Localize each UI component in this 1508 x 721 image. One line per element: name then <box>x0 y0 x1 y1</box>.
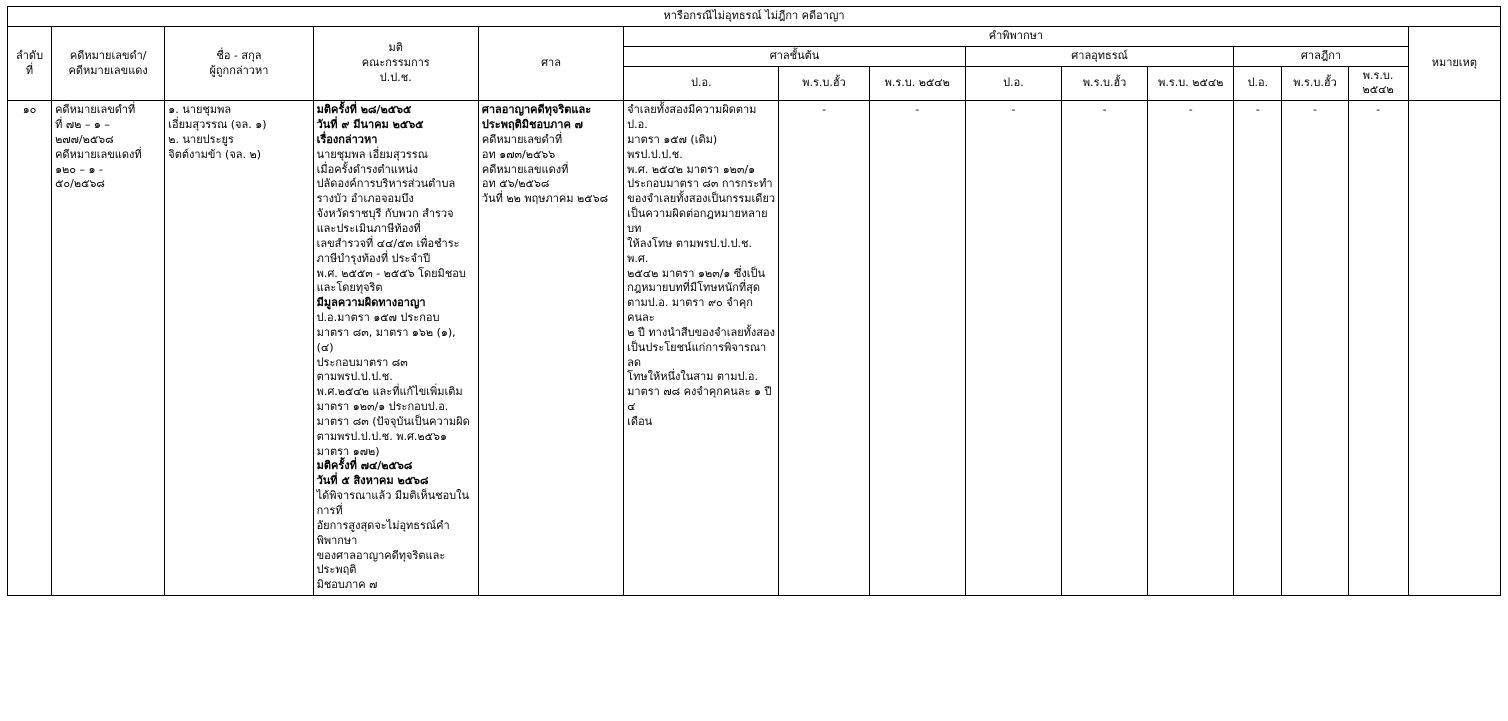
text-line: มาตรา ๑๕๗ (เดิม) พรป.ป.ป.ช. <box>627 132 718 161</box>
text-line: ให้ลงโทษ ตามพรป.ป.ป.ช. พ.ศ. <box>627 236 752 265</box>
text-line: วันที่ ๙ มีนาคม ๒๕๖๕ <box>316 118 424 132</box>
text-line: เมื่อครั้งดำรงตำแหน่ง <box>316 162 418 176</box>
header-court-supreme: ศาลฎีกา <box>1234 46 1408 66</box>
cell-supreme-prb-2542: - <box>1348 101 1408 596</box>
text-line: กฎหมายบทที่มีโทษหนักที่สุด <box>627 281 761 295</box>
text-line: เดือน <box>627 414 653 428</box>
cell-appeal-prb-2542: - <box>1148 101 1234 596</box>
header-first-prb-2542: พ.ร.บ. ๒๕๔๒ <box>869 66 965 101</box>
cell-appeal-pa-o: - <box>965 101 1061 596</box>
text-line: มาตรา ๘๓ (ปัจจุบันเป็นความผิด <box>316 414 470 428</box>
cell-court <box>478 101 623 596</box>
text-line: ของจำเลยทั้งสองเป็นกรรมเดียว <box>627 192 776 206</box>
text-line: เป็นความผิดต่อกฎหมายหลายบท <box>627 207 768 235</box>
text-line: ได้พิจารณาแล้ว มีมติเห็นชอบในการที่ <box>316 489 470 517</box>
text-line: มีมูลความผิดทางอาญา <box>316 296 426 310</box>
cell-supreme-pa-o: - <box>1234 101 1282 596</box>
cell-first-prb-2542: - <box>869 101 965 596</box>
text-line: อท ๕๖/๒๕๖๘ <box>481 177 550 191</box>
text-line: ของศาลอาญาคดีทุจริตและประพฤติ <box>316 548 446 577</box>
header-name: ชื่อ - สกุล ผู้ถูกกล่าวหา <box>165 26 313 100</box>
text-line: มาตรา ๑๒๓/๑ ประกอบป.อ. <box>316 400 449 414</box>
text-line: จังหวัดราชบุรี กับพวก สำรวจ <box>316 207 454 221</box>
cell-appeal-prb-hua: - <box>1062 101 1148 596</box>
header-remark: หมายเหตุ <box>1408 26 1500 100</box>
header-first-pa-o: ป.อ. <box>624 66 779 101</box>
header-appeal-prb-2542: พ.ร.บ. ๒๕๔๒ <box>1148 66 1234 101</box>
text-line: ตามพรป.ป.ป.ช. <box>316 370 393 384</box>
name-lines <box>168 103 309 162</box>
text-line: ประกอบมาตรา ๘๓ <box>316 355 408 369</box>
header-supreme-pa-o: ป.อ. <box>1234 66 1282 101</box>
text-line: ๑. นายชุมพล <box>168 103 232 117</box>
text-line: ๒๗๗/๒๕๖๘ <box>55 132 114 146</box>
text-line: คดีหมายเลขแดงที่ <box>481 162 569 176</box>
text-line: นายชุมพล เอี่ยมสุวรรณ <box>316 147 428 161</box>
text-line: ประพฤติมิชอบภาค ๗ <box>481 118 583 132</box>
case-numbers-lines <box>55 103 161 192</box>
text-line: เรื่องกล่าวหา <box>316 132 378 146</box>
text-line: โทษให้หนึ่งในสาม ตามป.อ. <box>627 370 759 384</box>
resolution-lines <box>317 103 475 593</box>
text-line: ป.อ.มาตรา ๑๕๗ ประกอบ <box>316 311 440 325</box>
text-line: และประเมินภาษีท้องที่ <box>316 221 421 235</box>
text-line: ตามป.อ. มาตรา ๙๐ จำคุกคนละ <box>627 296 753 325</box>
text-line: และโดยทุจริต <box>316 281 383 295</box>
header-court-first: ศาลชั้นต้น <box>624 46 966 66</box>
text-line: อัยการสูงสุดจะไม่อุทธรณ์คำพิพากษา <box>316 518 450 547</box>
table-banner-row <box>8 7 1501 27</box>
header-court-appeal: ศาลอุทธรณ์ <box>965 46 1234 66</box>
header-appeal-pa-o: ป.อ. <box>965 66 1061 101</box>
text-line: ที่ ๗๒ – ๑ – <box>55 118 110 132</box>
text-line: ประกอบมาตรา ๘๓ การกระทำ <box>627 177 773 191</box>
text-line: ๒. นายประยูร <box>168 132 234 146</box>
text-line: มติครั้งที่ ๗๔/๒๕๖๘ <box>316 459 413 473</box>
cell-case-numbers <box>52 101 165 596</box>
court-lines <box>482 103 620 207</box>
header-supreme-prb-hua: พ.ร.บ.ฮั้ว <box>1282 66 1348 101</box>
text-line: เลขสำรวจที่ ๔๔/๕๓ เพื่อชำระ <box>316 236 460 250</box>
case-table <box>7 6 1501 596</box>
text-line: พ.ศ. ๒๕๔๒ มาตรา ๑๒๓/๑ <box>627 162 756 176</box>
text-line: มติครั้งที่ ๒๘/๒๕๖๕ <box>316 103 412 117</box>
cell-verdict-pa-o <box>624 101 779 596</box>
text-line: ภาษีบำรุงท้องที่ ประจำปี <box>316 251 431 265</box>
text-line: ๑๒๐ – ๑ - <box>55 162 103 176</box>
cell-remark <box>1408 101 1500 596</box>
text-line: วันที่ ๕ สิงหาคม ๒๕๖๘ <box>316 474 429 488</box>
cell-no: ๑๐ <box>8 101 52 596</box>
banner-title: หารือกรณีไม่อุทธรณ์ ไม่ฎีกา คดีอาญา <box>8 7 1501 27</box>
header-no: ลำดับ ที่ <box>8 26 52 100</box>
text-line: คดีหมายเลขดำที่ <box>481 132 563 146</box>
text-line: มิชอบภาค ๗ <box>316 578 378 592</box>
text-line: ๒ ปี ทางนำสืบของจำเลยทั้งสอง <box>627 325 775 339</box>
header-resolution: มติ คณะกรรมการ ป.ป.ช. <box>313 26 478 100</box>
text-line: มาตรา ๘๓, มาตรา ๑๖๒ (๑), (๔) <box>316 325 456 354</box>
text-line: พ.ศ.๒๕๔๒ และที่แก้ไขเพิ่มเติม <box>316 385 463 399</box>
cell-resolution <box>313 101 478 596</box>
header-first-prb-hua: พ.ร.บ.ฮั้ว <box>779 66 869 101</box>
text-line: ปลัดองค์การบริหารส่วนตำบล <box>316 177 456 191</box>
text-line: ๒๕๔๒ มาตรา ๑๒๓/๑ ซึ่งเป็น <box>627 266 766 280</box>
text-line: จำเลยทั้งสองมีความผิดตามป.อ. <box>627 103 757 132</box>
text-line: มาตรา ๑๗๒) <box>316 444 380 458</box>
text-line: อท ๑๗๓/๒๕๖๖ <box>481 147 556 161</box>
header-supreme-prb-2542: พ.ร.บ. ๒๕๔๒ <box>1348 66 1408 101</box>
table-row <box>8 101 1501 596</box>
verdict-lines <box>627 103 775 430</box>
text-line: จิตต์งามข้า (จล. ๒) <box>168 147 262 161</box>
text-line: รางบัว อำเภอจอมบึง <box>316 192 414 206</box>
cell-first-prb-hua: - <box>779 101 869 596</box>
text-line: เอี่ยมสุวรรณ (จล. ๑) <box>168 118 267 132</box>
text-line: คดีหมายเลขดำที่ <box>55 103 136 117</box>
text-line: พ.ศ. ๒๕๕๓ - ๒๕๕๖ โดยมิชอบ <box>316 266 466 280</box>
cell-supreme-prb-hua: - <box>1282 101 1348 596</box>
header-court: ศาล <box>478 26 623 100</box>
table-body <box>8 101 1501 596</box>
text-line: ตามพรป.ป.ป.ช. พ.ศ.๒๕๖๑ <box>316 429 447 443</box>
text-line: ศาลอาญาคดีทุจริตและ <box>481 103 592 117</box>
header-judgment: คำพิพากษา <box>624 26 1408 46</box>
header-case-numbers: คดีหมายเลขดำ/ คดีหมายเลขแดง <box>52 26 165 100</box>
text-line: วันที่ ๒๒ พฤษภาคม ๒๕๖๘ <box>481 192 609 206</box>
header-row-1 <box>8 26 1501 46</box>
text-line: เป็นประโยชน์แก่การพิจารณา ลด <box>627 340 767 369</box>
text-line: ๕๐/๒๕๖๘ <box>55 177 105 191</box>
text-line: คดีหมายเลขแดงที่ <box>55 147 142 161</box>
header-appeal-prb-hua: พ.ร.บ.ฮั้ว <box>1062 66 1148 101</box>
cell-name <box>165 101 313 596</box>
text-line: มาตรา ๗๘ คงจำคุกคนละ ๑ ปี ๔ <box>627 385 772 414</box>
